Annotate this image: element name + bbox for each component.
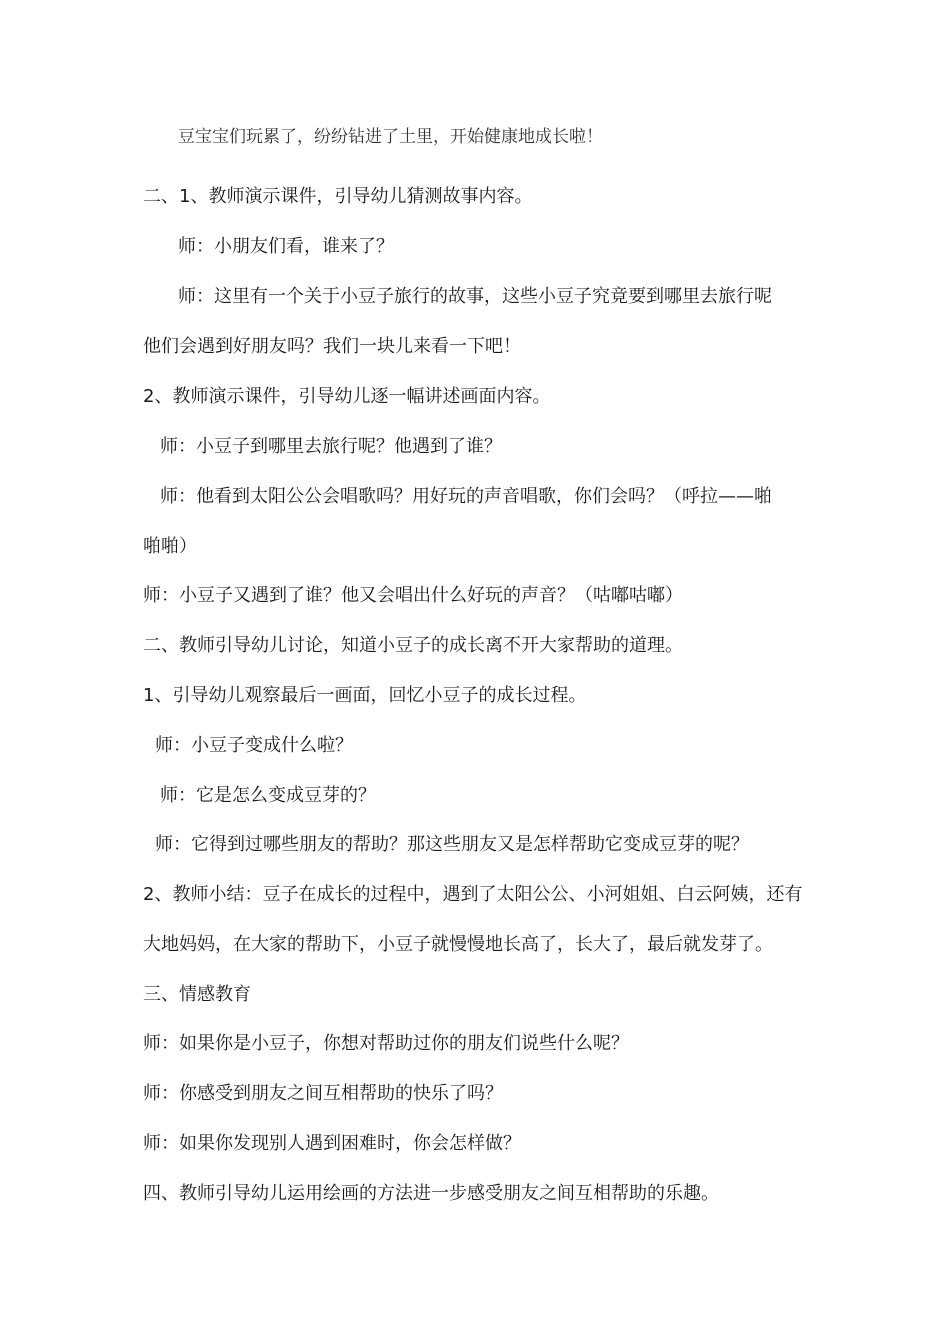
dialogue-line: 师：它是怎么变成豆芽的？	[160, 785, 376, 806]
paragraph-line: 豆宝宝们玩累了，纷纷钻进了土里，开始健康地成长啦！	[178, 127, 603, 147]
dialogue-line: 师：小豆子又遇到了谁？他又会唱出什么好玩的声音？（咕嘟咕嘟）	[143, 585, 683, 606]
section-heading: 2、教师演示课件，引导幼儿逐一幅讲述画面内容。	[143, 386, 551, 407]
section-heading: 二、1、教师演示课件，引导幼儿猜测故事内容。	[143, 186, 533, 207]
dialogue-line: 师：小朋友们看，谁来了？	[178, 236, 394, 257]
dialogue-line: 师：小豆子变成什么啦？	[155, 735, 353, 756]
summary-line: 2、教师小结：豆子在成长的过程中，遇到了太阳公公、小河姐姐、白云阿姨，还有	[143, 884, 803, 905]
summary-line-continued: 大地妈妈，在大家的帮助下，小豆子就慢慢地长高了，长大了，最后就发芽了。	[143, 934, 773, 955]
dialogue-line: 师：他看到太阳公公会唱歌吗？用好玩的声音唱歌，你们会吗？（呼拉——啪	[160, 486, 772, 507]
dialogue-line: 师：这里有一个关于小豆子旅行的故事，这些小豆子究竟要到哪里去旅行呢	[178, 286, 772, 307]
section-heading: 1、引导幼儿观察最后一画面，回忆小豆子的成长过程。	[143, 685, 587, 706]
section-heading: 四、教师引导幼儿运用绘画的方法进一步感受朋友之间互相帮助的乐趣。	[143, 1183, 719, 1204]
dialogue-line: 师：你感受到朋友之间互相帮助的快乐了吗？	[143, 1083, 503, 1104]
dialogue-line-continued: 啪啪）	[143, 536, 197, 557]
dialogue-line-continued: 他们会遇到好朋友吗？我们一块儿来看一下吧！	[143, 336, 521, 357]
section-heading: 二、教师引导幼儿讨论，知道小豆子的成长离不开大家帮助的道理。	[143, 635, 683, 656]
dialogue-line: 师：如果你是小豆子，你想对帮助过你的朋友们说些什么呢？	[143, 1033, 629, 1054]
section-heading: 三、情感教育	[143, 984, 251, 1005]
dialogue-line: 师：小豆子到哪里去旅行呢？他遇到了谁？	[160, 436, 502, 457]
dialogue-line: 师：如果你发现别人遇到困难时，你会怎样做？	[143, 1133, 521, 1154]
dialogue-line: 师：它得到过哪些朋友的帮助？那这些朋友又是怎样帮助它变成豆芽的呢？	[155, 834, 749, 855]
